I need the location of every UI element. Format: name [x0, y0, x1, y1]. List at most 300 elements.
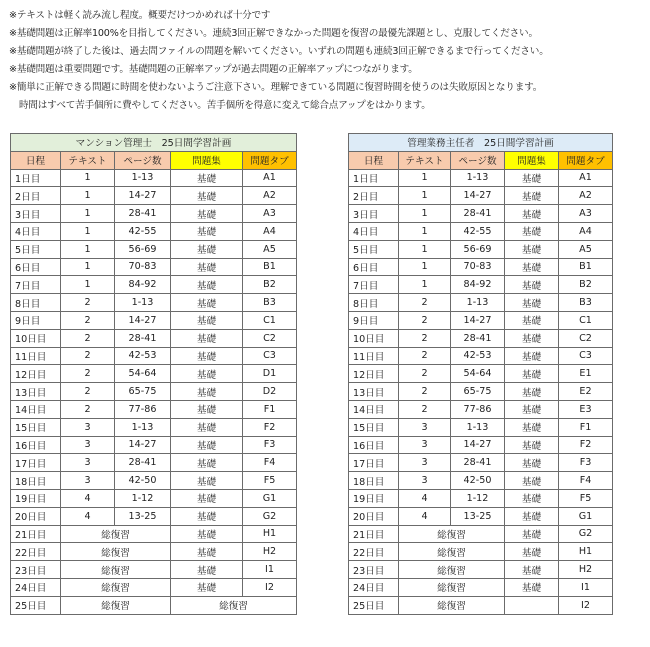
pages-cell: 84-92 [115, 276, 171, 294]
pages-cell: 54-64 [115, 365, 171, 383]
pages-cell: 42-50 [451, 472, 505, 490]
table-row [349, 311, 613, 329]
header-day: 日程 [11, 151, 61, 169]
table-row [349, 489, 613, 507]
text-cell: 4 [61, 489, 115, 507]
problem-tab-cell: F2 [559, 436, 613, 454]
day-cell: 10日目 [349, 329, 399, 347]
day-cell: 7日目 [11, 276, 61, 294]
problem-set-cell: 基礎 [171, 543, 243, 561]
pages-cell: 54-64 [451, 365, 505, 383]
problem-tab-cell: F2 [243, 418, 297, 436]
day-cell: 24日目 [11, 578, 61, 596]
day-cell: 25日目 [349, 596, 399, 614]
header-pages: ページ数 [115, 151, 171, 169]
text-cell: 1 [61, 276, 115, 294]
day-cell: 11日目 [349, 347, 399, 365]
table-row [11, 365, 297, 383]
table-row [11, 543, 297, 561]
day-cell: 16日目 [349, 436, 399, 454]
table-row [349, 294, 613, 312]
pages-cell: 42-55 [451, 222, 505, 240]
text-cell: 2 [61, 347, 115, 365]
day-cell: 22日目 [349, 543, 399, 561]
problem-tab-cell: C2 [559, 329, 613, 347]
text-cell: 2 [61, 400, 115, 418]
problem-set-cell: 基礎 [505, 329, 559, 347]
table-row [349, 258, 613, 276]
pages-cell: 56-69 [115, 240, 171, 258]
text-cell: 3 [399, 454, 451, 472]
problem-tab-cell: B3 [243, 294, 297, 312]
table-row [11, 436, 297, 454]
problem-set-cell: 基礎 [505, 205, 559, 223]
day-cell: 17日目 [349, 454, 399, 472]
day-cell: 24日目 [349, 578, 399, 596]
table-row [11, 561, 297, 579]
pages-cell: 56-69 [451, 240, 505, 258]
problem-set-cell: 基礎 [505, 276, 559, 294]
day-cell: 14日目 [11, 400, 61, 418]
header-text: テキスト [399, 151, 451, 169]
problem-set-cell [505, 596, 559, 614]
day-cell: 6日目 [11, 258, 61, 276]
problem-set-cell: 基礎 [171, 383, 243, 401]
table-title: 管理業務主任者 25日間学習計画 [349, 134, 613, 152]
pages-cell: 1-13 [451, 418, 505, 436]
problem-tab-cell: I1 [243, 561, 297, 579]
problem-set-cell: 基礎 [505, 294, 559, 312]
problem-tab-cell: A5 [559, 240, 613, 258]
pages-cell: 1-12 [115, 489, 171, 507]
text-cell: 3 [61, 472, 115, 490]
problem-set-cell: 基礎 [505, 578, 559, 596]
day-cell: 23日目 [11, 561, 61, 579]
problem-tab-cell: D1 [243, 365, 297, 383]
table-row [11, 347, 297, 365]
text-cell: 2 [399, 383, 451, 401]
review-cell: 総復習 [171, 596, 297, 614]
pages-cell: 28-41 [115, 205, 171, 223]
problem-tab-cell: E2 [559, 383, 613, 401]
table-row [11, 596, 297, 614]
pages-cell: 70-83 [451, 258, 505, 276]
pages-cell: 13-25 [451, 507, 505, 525]
problem-tab-cell: I2 [243, 578, 297, 596]
text-cell: 1 [399, 169, 451, 187]
pages-cell: 28-41 [451, 329, 505, 347]
problem-set-cell: 基礎 [505, 169, 559, 187]
text-cell: 2 [61, 365, 115, 383]
header-problem-tab: 問題タブ [559, 151, 613, 169]
header-row [349, 151, 613, 169]
problem-set-cell: 基礎 [505, 400, 559, 418]
problem-set-cell: 基礎 [505, 525, 559, 543]
problem-tab-cell: B2 [243, 276, 297, 294]
problem-tab-cell: C3 [559, 347, 613, 365]
problem-tab-cell: G1 [243, 489, 297, 507]
text-cell: 1 [399, 222, 451, 240]
problem-tab-cell: A1 [559, 169, 613, 187]
problem-tab-cell: F5 [243, 472, 297, 490]
problem-set-cell: 基礎 [171, 347, 243, 365]
problem-tab-cell: G1 [559, 507, 613, 525]
day-cell: 22日目 [11, 543, 61, 561]
table-row [11, 276, 297, 294]
text-cell: 1 [61, 169, 115, 187]
table-row [349, 400, 613, 418]
table-row [349, 187, 613, 205]
day-cell: 6日目 [349, 258, 399, 276]
review-cell: 総復習 [61, 561, 171, 579]
problem-set-cell: 基礎 [505, 258, 559, 276]
table-row [11, 472, 297, 490]
problem-set-cell: 基礎 [505, 418, 559, 436]
day-cell: 15日目 [349, 418, 399, 436]
pages-cell: 13-25 [115, 507, 171, 525]
problem-tab-cell: C3 [243, 347, 297, 365]
problem-set-cell: 基礎 [505, 561, 559, 579]
day-cell: 1日目 [11, 169, 61, 187]
review-cell: 総復習 [61, 578, 171, 596]
title-row [11, 134, 297, 152]
problem-set-cell: 基礎 [171, 169, 243, 187]
note-line: ※基礎問題は重要問題です。基礎問題の正解率アップが過去問題の正解率アップにつながります。 [9, 64, 418, 75]
problem-set-cell: 基礎 [505, 507, 559, 525]
day-cell: 19日目 [349, 489, 399, 507]
property-manager-plan-table [348, 133, 613, 615]
table-row [349, 525, 613, 543]
table-row [11, 240, 297, 258]
pages-cell: 1-13 [451, 169, 505, 187]
pages-cell: 77-86 [451, 400, 505, 418]
problem-tab-cell: B3 [559, 294, 613, 312]
problem-set-cell: 基礎 [171, 507, 243, 525]
table-row [11, 187, 297, 205]
problem-set-cell: 基礎 [171, 294, 243, 312]
text-cell: 2 [399, 347, 451, 365]
text-cell: 2 [399, 329, 451, 347]
pages-cell: 1-13 [115, 294, 171, 312]
day-cell: 19日目 [11, 489, 61, 507]
problem-set-cell: 基礎 [505, 365, 559, 383]
problem-set-cell: 基礎 [505, 472, 559, 490]
day-cell: 25日目 [11, 596, 61, 614]
problem-set-cell: 基礎 [171, 187, 243, 205]
pages-cell: 28-41 [451, 454, 505, 472]
day-cell: 3日目 [11, 205, 61, 223]
table-row [349, 222, 613, 240]
problem-tab-cell: F4 [243, 454, 297, 472]
problem-tab-cell: B1 [243, 258, 297, 276]
problem-set-cell: 基礎 [171, 578, 243, 596]
text-cell: 1 [399, 240, 451, 258]
day-cell: 3日目 [349, 205, 399, 223]
pages-cell: 14-27 [451, 311, 505, 329]
day-cell: 2日目 [349, 187, 399, 205]
pages-cell: 65-75 [115, 383, 171, 401]
problem-tab-cell: B2 [559, 276, 613, 294]
text-cell: 2 [399, 400, 451, 418]
problem-tab-cell: G2 [559, 525, 613, 543]
review-cell: 総復習 [61, 596, 171, 614]
text-cell: 3 [399, 436, 451, 454]
day-cell: 8日目 [349, 294, 399, 312]
note-line: ※基礎問題が終了した後は、過去問ファイルの問題を解いてください。いずれの問題も連続3回正解できるまで行ってください。 [9, 46, 549, 57]
text-cell: 1 [61, 187, 115, 205]
table-row [349, 383, 613, 401]
day-cell: 4日目 [11, 222, 61, 240]
pages-cell: 42-55 [115, 222, 171, 240]
problem-set-cell: 基礎 [171, 240, 243, 258]
problem-tab-cell: A3 [243, 205, 297, 223]
table-row [11, 169, 297, 187]
problem-set-cell: 基礎 [505, 347, 559, 365]
problem-set-cell: 基礎 [171, 222, 243, 240]
problem-tab-cell: C2 [243, 329, 297, 347]
text-cell: 2 [61, 383, 115, 401]
problem-tab-cell: A4 [559, 222, 613, 240]
text-cell: 1 [61, 258, 115, 276]
day-cell: 17日目 [11, 454, 61, 472]
pages-cell: 84-92 [451, 276, 505, 294]
day-cell: 20日目 [349, 507, 399, 525]
problem-set-cell: 基礎 [171, 489, 243, 507]
table-row [349, 454, 613, 472]
table-row [11, 400, 297, 418]
text-cell: 2 [61, 311, 115, 329]
header-text: テキスト [61, 151, 115, 169]
problem-tab-cell: G2 [243, 507, 297, 525]
text-cell: 2 [399, 294, 451, 312]
table-row [11, 205, 297, 223]
table-row [11, 489, 297, 507]
problem-set-cell: 基礎 [171, 400, 243, 418]
review-cell: 総復習 [61, 525, 171, 543]
table-row [11, 507, 297, 525]
day-cell: 4日目 [349, 222, 399, 240]
table-row [349, 543, 613, 561]
text-cell: 2 [399, 311, 451, 329]
table-row [349, 596, 613, 614]
problem-set-cell: 基礎 [505, 543, 559, 561]
text-cell: 1 [61, 205, 115, 223]
header-problem-tab: 問題タブ [243, 151, 297, 169]
pages-cell: 65-75 [451, 383, 505, 401]
problem-set-cell: 基礎 [171, 365, 243, 383]
day-cell: 12日目 [349, 365, 399, 383]
problem-set-cell: 基礎 [505, 187, 559, 205]
problem-tab-cell: H2 [243, 543, 297, 561]
review-cell: 総復習 [399, 578, 505, 596]
problem-tab-cell: A5 [243, 240, 297, 258]
header-problem-set: 問題集 [171, 151, 243, 169]
problem-tab-cell: A4 [243, 222, 297, 240]
title-row [349, 134, 613, 152]
problem-set-cell: 基礎 [505, 311, 559, 329]
table-row [349, 507, 613, 525]
header-day: 日程 [349, 151, 399, 169]
pages-cell: 77-86 [115, 400, 171, 418]
problem-set-cell: 基礎 [171, 454, 243, 472]
day-cell: 9日目 [11, 311, 61, 329]
table-row [349, 347, 613, 365]
table-row [349, 365, 613, 383]
review-cell: 総復習 [399, 561, 505, 579]
day-cell: 21日目 [11, 525, 61, 543]
problem-set-cell: 基礎 [505, 489, 559, 507]
text-cell: 3 [61, 418, 115, 436]
problem-set-cell: 基礎 [505, 383, 559, 401]
text-cell: 2 [61, 329, 115, 347]
note-line: ※基礎問題は正解率100%を目指してください。連続3回正解できなかった問題を復習の最優先課題とし、克服してください。 [9, 28, 538, 39]
note-line: ※テキストは軽く読み流し程度。概要だけつかめれば十分です [9, 10, 271, 21]
pages-cell: 28-41 [115, 454, 171, 472]
text-cell: 1 [61, 222, 115, 240]
table-row [11, 454, 297, 472]
table-row [11, 525, 297, 543]
problem-tab-cell: C1 [559, 311, 613, 329]
day-cell: 10日目 [11, 329, 61, 347]
problem-tab-cell: F3 [243, 436, 297, 454]
problem-set-cell: 基礎 [171, 258, 243, 276]
problem-set-cell: 基礎 [505, 436, 559, 454]
table-row [349, 169, 613, 187]
pages-cell: 42-53 [451, 347, 505, 365]
problem-tab-cell: E1 [559, 365, 613, 383]
table-row [349, 329, 613, 347]
table-row [349, 240, 613, 258]
problem-tab-cell: C1 [243, 311, 297, 329]
pages-cell: 42-53 [115, 347, 171, 365]
problem-tab-cell: F1 [243, 400, 297, 418]
problem-set-cell: 基礎 [171, 472, 243, 490]
note-line: ※簡単に正解できる問題に時間を使わないようご注意下さい。理解できている問題に復習時間を使うのは失敗原因となります。 [9, 82, 543, 93]
text-cell: 1 [399, 205, 451, 223]
table-row [11, 383, 297, 401]
table-row [349, 205, 613, 223]
text-cell: 2 [399, 365, 451, 383]
table-row [349, 472, 613, 490]
day-cell: 5日目 [11, 240, 61, 258]
table-row [11, 329, 297, 347]
table-row [11, 311, 297, 329]
day-cell: 18日目 [11, 472, 61, 490]
day-cell: 9日目 [349, 311, 399, 329]
pages-cell: 14-27 [451, 436, 505, 454]
table-row [11, 222, 297, 240]
problem-set-cell: 基礎 [171, 436, 243, 454]
pages-cell: 14-27 [115, 187, 171, 205]
instruction-notes [9, 7, 647, 115]
day-cell: 21日目 [349, 525, 399, 543]
pages-cell: 1-13 [115, 169, 171, 187]
day-cell: 5日目 [349, 240, 399, 258]
day-cell: 2日目 [11, 187, 61, 205]
problem-tab-cell: F3 [559, 454, 613, 472]
problem-set-cell: 基礎 [171, 561, 243, 579]
pages-cell: 14-27 [451, 187, 505, 205]
problem-tab-cell: D2 [243, 383, 297, 401]
review-cell: 総復習 [399, 596, 505, 614]
problem-tab-cell: A1 [243, 169, 297, 187]
day-cell: 20日目 [11, 507, 61, 525]
pages-cell: 28-41 [451, 205, 505, 223]
day-cell: 8日目 [11, 294, 61, 312]
problem-tab-cell: A2 [243, 187, 297, 205]
header-problem-set: 問題集 [505, 151, 559, 169]
text-cell: 3 [61, 436, 115, 454]
text-cell: 4 [399, 507, 451, 525]
text-cell: 1 [399, 187, 451, 205]
problem-set-cell: 基礎 [171, 311, 243, 329]
table-title: マンション管理士 25日間学習計画 [11, 134, 297, 152]
day-cell: 1日目 [349, 169, 399, 187]
problem-tab-cell: A3 [559, 205, 613, 223]
problem-tab-cell: I1 [559, 578, 613, 596]
day-cell: 18日目 [349, 472, 399, 490]
text-cell: 1 [399, 276, 451, 294]
day-cell: 13日目 [11, 383, 61, 401]
text-cell: 2 [61, 294, 115, 312]
day-cell: 12日目 [11, 365, 61, 383]
note-line: 時間はすべて苦手個所に費やしてください。苦手個所を得意に変えて総合点アップをはかります。 [19, 100, 431, 111]
pages-cell: 14-27 [115, 436, 171, 454]
problem-set-cell: 基礎 [171, 525, 243, 543]
day-cell: 15日目 [11, 418, 61, 436]
pages-cell: 28-41 [115, 329, 171, 347]
problem-set-cell: 基礎 [505, 222, 559, 240]
problem-tab-cell: B1 [559, 258, 613, 276]
problem-tab-cell: E3 [559, 400, 613, 418]
pages-cell: 70-83 [115, 258, 171, 276]
table-row [11, 258, 297, 276]
problem-set-cell: 基礎 [505, 454, 559, 472]
problem-tab-cell: F5 [559, 489, 613, 507]
problem-set-cell: 基礎 [171, 276, 243, 294]
mansion-manager-plan-table [10, 133, 297, 615]
table-row [11, 418, 297, 436]
table-row [349, 418, 613, 436]
day-cell: 23日目 [349, 561, 399, 579]
day-cell: 7日目 [349, 276, 399, 294]
table-row [349, 276, 613, 294]
problem-tab-cell: H1 [559, 543, 613, 561]
text-cell: 3 [61, 454, 115, 472]
problem-set-cell: 基礎 [171, 205, 243, 223]
review-cell: 総復習 [399, 543, 505, 561]
pages-cell: 1-13 [115, 418, 171, 436]
text-cell: 4 [61, 507, 115, 525]
review-cell: 総復習 [399, 525, 505, 543]
text-cell: 4 [399, 489, 451, 507]
problem-tab-cell: F4 [559, 472, 613, 490]
pages-cell: 42-50 [115, 472, 171, 490]
text-cell: 1 [399, 258, 451, 276]
day-cell: 14日目 [349, 400, 399, 418]
table-row [11, 578, 297, 596]
problem-set-cell: 基礎 [171, 418, 243, 436]
day-cell: 16日目 [11, 436, 61, 454]
text-cell: 3 [399, 472, 451, 490]
table-row [349, 436, 613, 454]
table-row [11, 294, 297, 312]
problem-tab-cell: F1 [559, 418, 613, 436]
problem-set-cell: 基礎 [505, 240, 559, 258]
problem-tab-cell: A2 [559, 187, 613, 205]
pages-cell: 14-27 [115, 311, 171, 329]
day-cell: 11日目 [11, 347, 61, 365]
